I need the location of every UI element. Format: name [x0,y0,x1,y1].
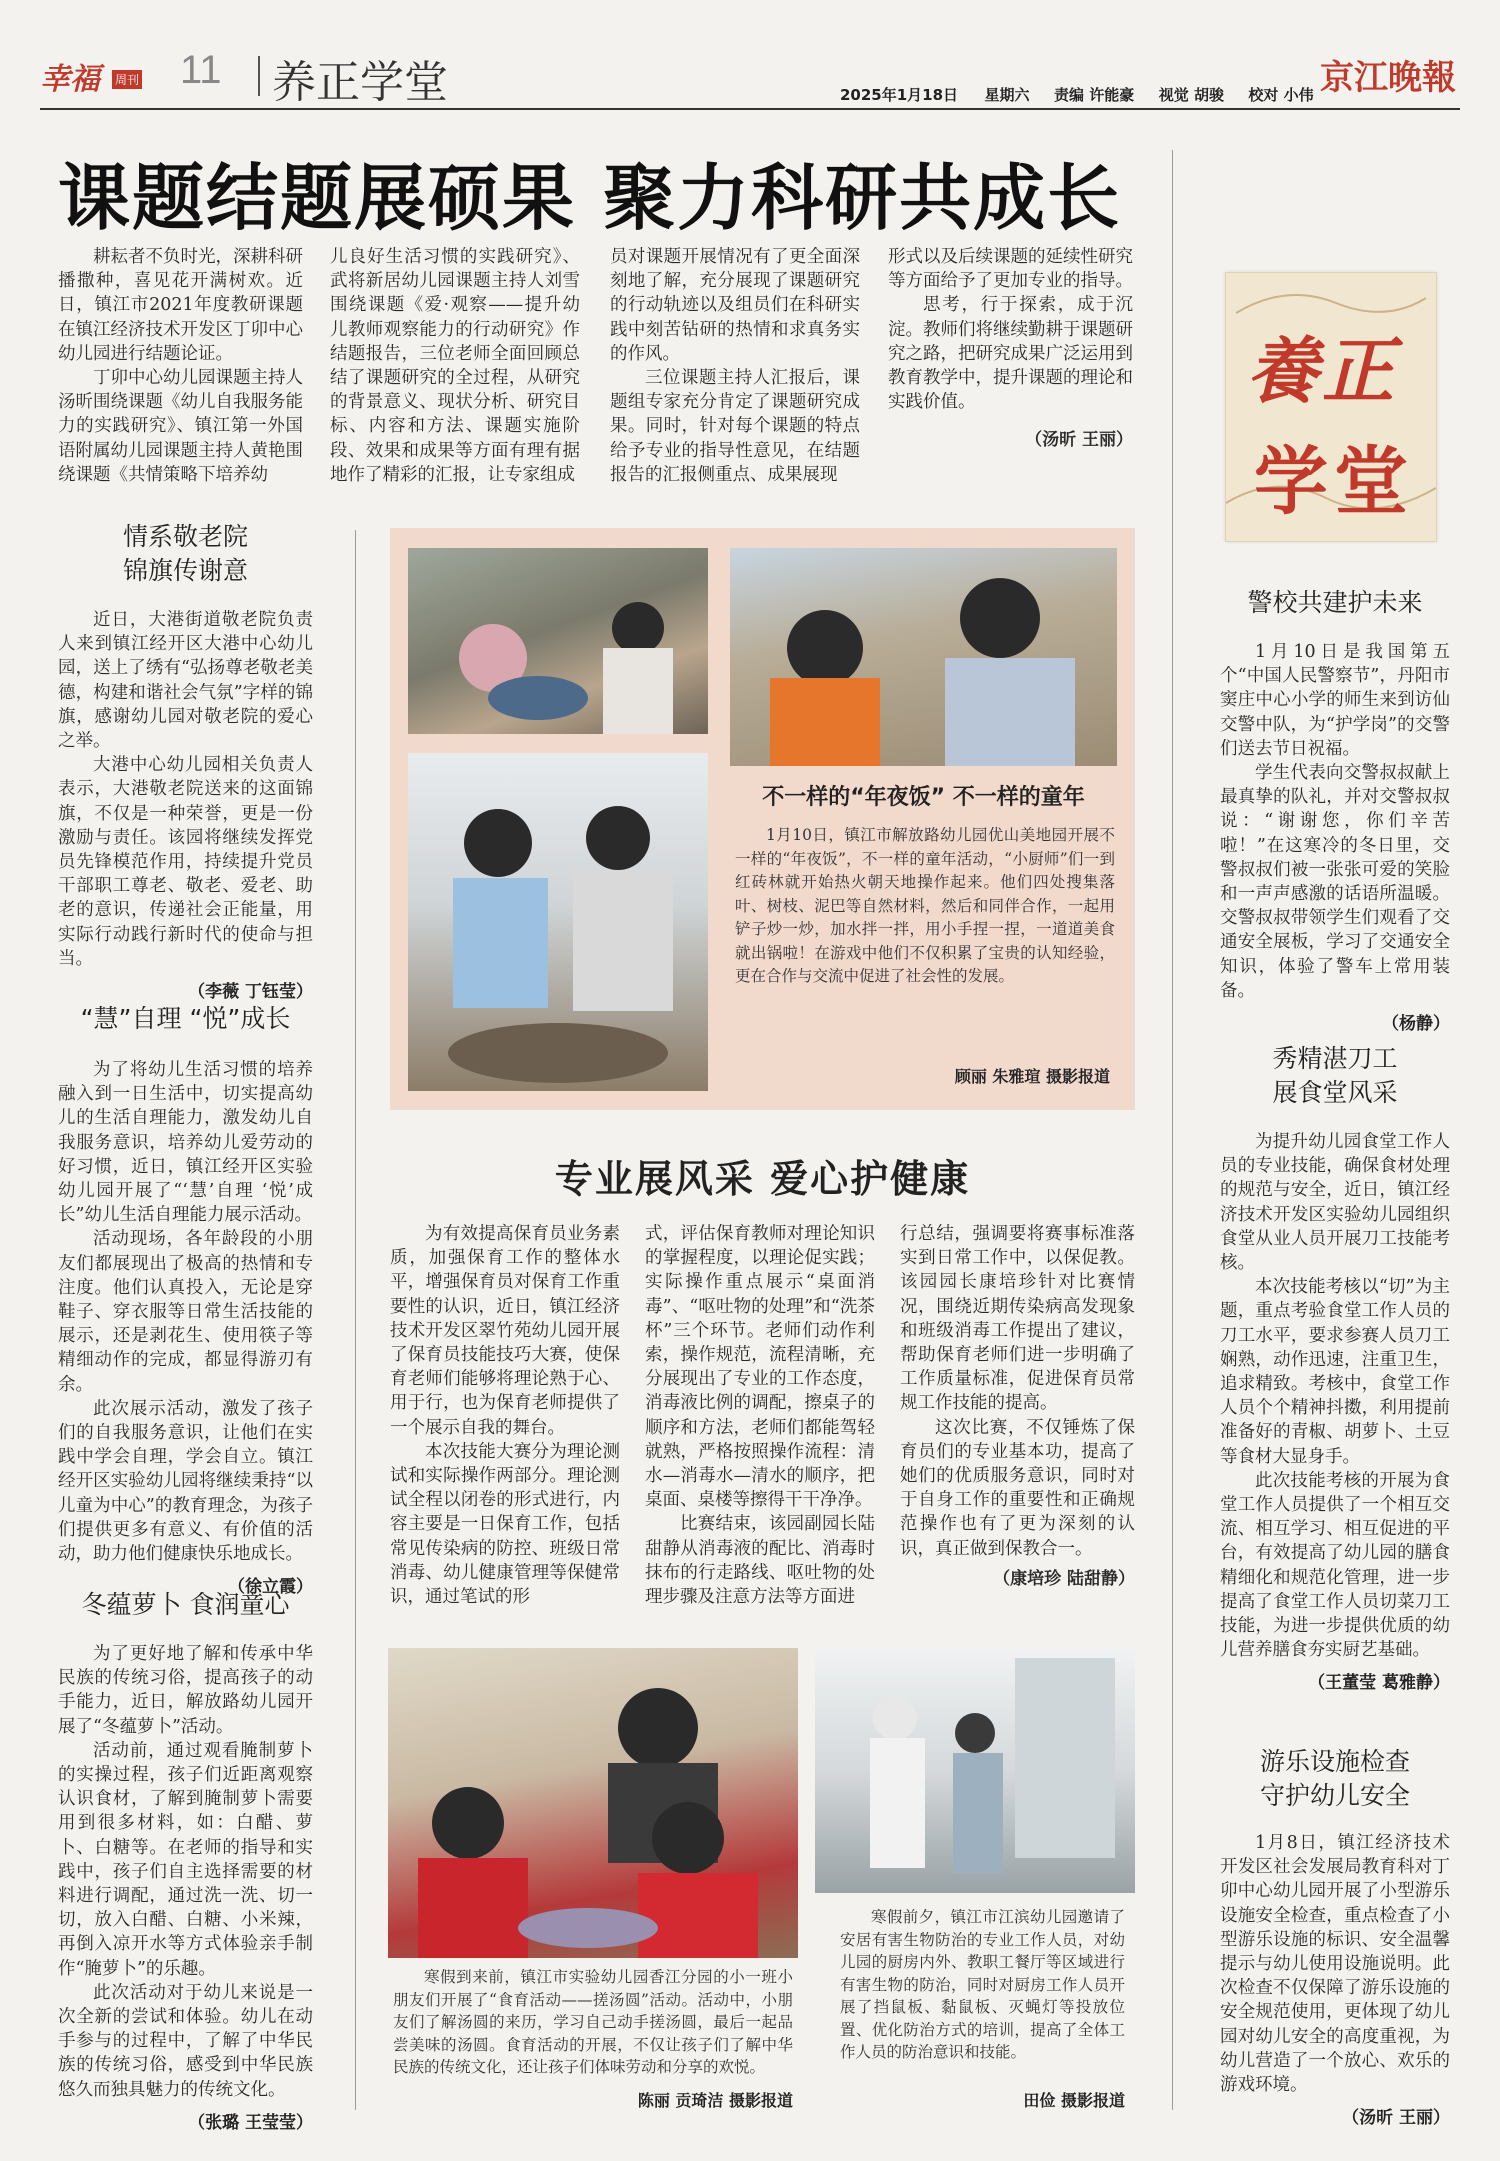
photo-cooking-3 [408,753,708,1091]
headline: 课题结题展硕果 聚力科研共成长 [58,155,1122,240]
editor-credit: 责编 许能豪 [1054,86,1135,104]
section-title: 养正学堂 [272,57,448,108]
right-article-2: 秀精湛刀工 展食堂风采 为提升幼儿园食堂工作人员的专业技能，确保食材处理的规范与安全，近日，镇江经济技术开发区实验幼儿园组织食堂从业人员开展刀工技能考核。 本次技能考核以“切”为主题，重点考验食堂工作人员的刀工水平，要求参赛人员刀工娴熟，动作迅速，注重卫生，追求精致。考核中，食堂工作人员个个精神抖擞，利用提前准备好的青椒、胡萝卜、土豆等食材大显身手。 此次技能考核的开展为食堂工作人员提供了一个相互交流、相互学习、相互促进的平台，有效提高了幼儿园的膳食精细化和规范化管理，进一步提高了食堂工作人员切菜刀工技能，为进一步提供优质的幼儿营养膳食夯实厨艺基础。 （王董莹 葛雅静） [1220,1044,1450,1694]
left-article-3-title: 冬蕴萝卜 食润童心 [81,1590,290,1619]
issue-meta [840,84,1314,105]
lead-col-1: 耕耘者不负时光，深耕科研播撒种，喜见花开满树欢。近日，镇江市2021年度教研课题在镇江经济技术开发区丁卯中心幼儿园进行结题论证。 丁卯中心幼儿园课题主持人汤昕围绕课题《幼儿自我服务能力的实践研究》、镇江第一外国语附属幼儿园课题主持人黄艳围绕课题《共情策略下培养幼 [58,247,303,485]
photo-placeholder-5 [815,1648,1135,1893]
section-logo [1225,272,1437,542]
center-col-2: 式，评估保育教师对理论知识的掌握程度，以理论促实践；实际操作重点展示“桌面消毒”、“呕吐物的处理”和“洗茶杯”三个环节。老师们动作利索，操作规范，流程清晰，充分展现出了专业的工作态度，消毒液比例的调配，擦桌子的顺序和方法，老师们都能驾轻就熟，严格按照操作流程：清水—消毒水—清水的顺序，把桌面、桌楼等擦得干干净净。 比赛结束，该园副园长陆甜静从消毒液的配比、消毒时抹布的行走路线、呕吐物的处理步骤及注意方法等方面进 [645,1224,875,1608]
center-byline: （康培珍 陆甜静） [993,1568,1135,1589]
section-divider [258,56,260,96]
center-article-title: 专业展风采 爱心护健康 [554,1156,971,1201]
photo-placeholder-3 [408,753,708,1091]
issue-weekday: 星期六 [984,86,1030,104]
visual-credit: 视觉 胡骏 [1158,86,1224,104]
left-article-3-byline: （张璐 王莹莹） [188,2112,313,2133]
brand-badge: 周刊 [112,70,142,89]
logo-line-2: 学堂 [1254,439,1414,525]
photo-cooking-1 [408,548,708,734]
photo-tangyuan [388,1648,798,1958]
bottom-byline-1: 陈丽 贡琦洁 摄影报道 [637,2091,793,2110]
brand-logo: 幸福 [40,62,100,97]
right-article-3: 游乐设施检查 守护幼儿安全 1月8日，镇江经济技术开发区社会发展局教育科对丁卯中心幼儿园开展了小型游乐设施安全检查，重点检查了小型游乐设施的标识、安全温馨提示与幼儿使用设施说明。此次检查不仅保障了游乐设施的安全规范使用，更体现了幼儿园对幼儿安全的高度重视，为幼儿营造了一个放心、欢乐的游戏环境。 （汤昕 王丽） [1220,1747,1450,2129]
left-article-1: 情系敬老院 锦旗传谢意 近日，大港街道敬老院负责人来到镇江经开区大港中心幼儿园，送上了绣有“弘扬尊老敬老美德，构建和谐社会气氛”字样的锦旗，感谢幼儿园对敬老院的爱心之举。 大港中心幼儿园相关负责人表示，大港敬老院送来的这面锦旗，不仅是一种荣誉，更是一份激励与责任。该园将继续发挥党员先锋模范作用，持续提升党员干部职工尊老、敬老、爱老、助老的意识，传递社会正能量，用实际行动践行新时代的使命与担当。 （李薇 丁钰莹） [58,522,313,1003]
center-col-3: 行总结，强调要将赛事标准落实到日常工作中，以保促教。该园园长康培珍针对比赛情况，围绕近期传染病高发现象和班级消毒工作提出了建议，帮助保育老师们进一步明确了工作质量标准，促进保育员常规工作技能的提高。 这次比赛，不仅锤炼了保育员们的专业基本功，提高了她们的优质服务意识，同时对于自身工作的重要性和正确规范操作也有了更为深刻的认识，真正做到保教合一。 （康培珍 陆甜静） [900,1222,1135,1591]
right-article-3-byline: （汤昕 王丽） [1342,2108,1450,2129]
logo-line-1: 養正 [1246,328,1399,413]
right-article-2-title: 秀精湛刀工 展食堂风采 [1272,1044,1398,1107]
page-number: 11 [180,48,222,92]
masthead [40,42,1460,112]
right-article-1: 警校共建护未来 1月10日是我国第五个“中国人民警察节”，丹阳市窦庄中心小学的师生来到访仙交警中队，为“护学岗”的交警们送去节日祝福。 学生代表向交警叔叔献上最真挚的队礼，并对交警叔叔说：“谢谢您，你们辛苦啦！”在这寒冷的冬日里，交警叔叔们被一张张可爱的笑脸和一声声感激的话语所温暖。交警叔叔带领学生们观看了交通安全展板，学习了交通安全知识，体验了警车上常用装备。 （杨静） [1220,588,1450,1035]
left-article-3: 冬蕴萝卜 食润童心 为了更好地了解和传承中华民族的传统习俗，提高孩子的动手能力，近日，解放路幼儿园开展了“冬蕴萝卜”活动。 活动前，通过观看腌制萝卜的实操过程，孩子们近距离观察认识食材，了解到腌制萝卜需要用到很多材料，如：白醋、萝卜、白糖等。在老师的指导和实践中，孩子们自主选择需要的材料进行调配，通过洗一洗、切一切，放入白醋、白糖、小米辣，再倒入凉开水等方式体验亲手制作“腌萝卜”的乐趣。 此次活动对于幼儿来说是一次全新的尝试和体验。幼儿在动手参与的过程中，了解了中华民族的传统习俗，感受到中华民族悠久而独具魅力的传统文化。 （张璐 王莹莹） [58,1590,313,2133]
bottom-caption-2: 寒假前夕，镇江市江滨幼儿园邀请了安居有害生物防治的专业工作人员，对幼儿园的厨房内外、教职工餐厅等区域进行有害生物的防治，同时对厨房工作人员开展了挡鼠板、黏鼠板、灭蝇灯等投放位置、优化防治方式的培训，提高了全体工作人员的防治意识和技能。 [840,1908,1125,2061]
center-col-1: 为有效提高保育员业务素质，加强保育工作的整体水平，增强保育员对保育工作重要性的认识，近日，镇江经济技术开发区翠竹苑幼儿园开展了保育员技能技巧大赛，使保育老师们能够将理论熟于心、用于行，也为保育老师提供了一个展示自我的舞台。 本次技能大赛分为理论测试和实际操作两部分。理论测试全程以闭卷的形式进行，内容主要是一日保育工作，包括常见传染病的防控、班级日常消毒、幼儿健康管理等保健常识，通过笔试的形 [390,1224,620,1608]
bottom-caption-1: 寒假到来前，镇江市实验幼儿园香江分园的小一班小朋友们开展了“食育活动——搓汤圆”活动。活动中，小朋友们了解汤圆的来历，学习自己动手搓汤圆，最后一起品尝美味的汤圆。食育活动的开展，不仅让孩子们了解中华民族的传统文化，还让孩子们体味劳动和分享的欢悦。 [393,1968,793,2076]
photo-feature-box [390,528,1135,1110]
lead-col-2: 儿良好生活习惯的实践研究》、武将新居幼儿园课题主持人刘雪围绕课题《爱·观察——提升幼儿教师观察能力的行动研究》作结题报告，三位老师全面回顾总结了课题研究的全过程，从研究的背景意义、现状分析、研究目标、内容和方法、课题实施阶段、效果和成果等方面有理有据地作了精彩的汇报，让专家组成 [330,247,580,485]
column-rule-right [1172,150,1173,2110]
newspaper-name: 京江晚報 [1320,58,1456,98]
right-article-2-byline: （王董莹 葛雅静） [1308,1673,1450,1694]
photo-feature-byline: 顾丽 朱雅瑄 摄影报道 [954,1067,1110,1086]
lead-col-3: 员对课题开展情况有了更全面深刻地了解，充分展现了课题研究的行动轨迹以及组员们在科研实践中刻苦钻研的热情和求真务实的作风。 三位课题主持人汇报后，课题组专家充分肯定了课题研究成果。同时，针对每个课题的特点给予专业的指导性意见，在结题报告的汇报侧重点、成果展现 [610,247,860,485]
issue-date: 2025年1月18日 [840,86,959,104]
photo-placeholder-2 [730,548,1117,766]
photo-feature-title: 不一样的“年夜饭” 不一样的童年 [762,785,1085,810]
right-article-1-title: 警校共建护未来 [1247,588,1423,617]
masthead-rule [40,108,1460,110]
left-article-2: “慧”自理 “悦”成长 为了将幼儿生活习惯的培养融入到一日生活中，切实提高幼儿的生活自理能力，激发幼儿自我服务意识，培养幼儿爱劳动的好习惯，近日，镇江经开区实验幼儿园开展了“‘慧’自理 ‘悦’成长”幼儿生活自理能力展示活动。 活动现场，各年龄段的小朋友们都展现出了极高的热情和专注度。他们认真投入，无论是穿鞋子、穿衣服等日常生活技能的展示，还是剥花生、使用筷子等精细动作的完成，都显得游刃有余。 此次展示活动，激发了孩子们的自我服务意识，让他们在实践中学会自理，学会自立。镇江经开区实验幼儿园将继续秉持“以儿童为中心”的教育理念，为孩子们提供更多有意义、有价值的活动，助力他们健康快乐地成长。 （徐立霞） [58,1004,313,1598]
photo-cooking-2 [730,548,1117,766]
lead-col-4: 形式以及后续课题的延续性研究等方面给予了更加专业的指导。 思考，行于探索，成于沉淀。教师们将继续勤耕于课题研究之路，把研究成果广泛运用到教育教学中，提升课题的理论和实践价值。 （汤昕 王丽） [888,245,1133,453]
bottom-photo-box-2 [815,1648,1135,2116]
right-article-1-byline: （杨静） [1382,1014,1450,1035]
right-article-3-title: 游乐设施检查 守护幼儿安全 [1259,1747,1410,1810]
left-article-1-title: 情系敬老院 锦旗传谢意 [122,522,248,585]
bottom-photo-box-1 [388,1648,798,2116]
photo-placeholder-4 [388,1648,798,1958]
bottom-byline-2: 田俭 摄影报道 [1023,2091,1125,2110]
left-article-1-byline: （李薇 丁钰莹） [188,982,313,1003]
column-rule-left [355,530,356,2110]
photo-pest-control [815,1648,1135,1893]
photo-feature-caption: 1月10日，镇江市解放路幼儿园优山美地园开展不一样的“年夜饭”，不一样的童年活动，“小厨师”们一到红砖林就开始热火朝天地操作起来。他们四处搜集落叶、树枝、泥巴等自然材料，然后和同伴合作，一起用铲子炒一炒，加水拌一拌，用小手捏一捏，一道道美食就出锅啦！在游戏中他们不仅积累了宝贵的认知经验，更在合作与交流中促进了社会性的发展。 [735,826,1115,985]
left-article-2-title: “慧”自理 “悦”成长 [80,1004,291,1033]
proof-credit: 校对 小伟 [1248,86,1314,104]
left-article-2-byline: （徐立霞） [228,1577,313,1598]
photo-placeholder-1 [408,548,708,734]
lead-byline: （汤昕 王丽） [1025,430,1133,451]
